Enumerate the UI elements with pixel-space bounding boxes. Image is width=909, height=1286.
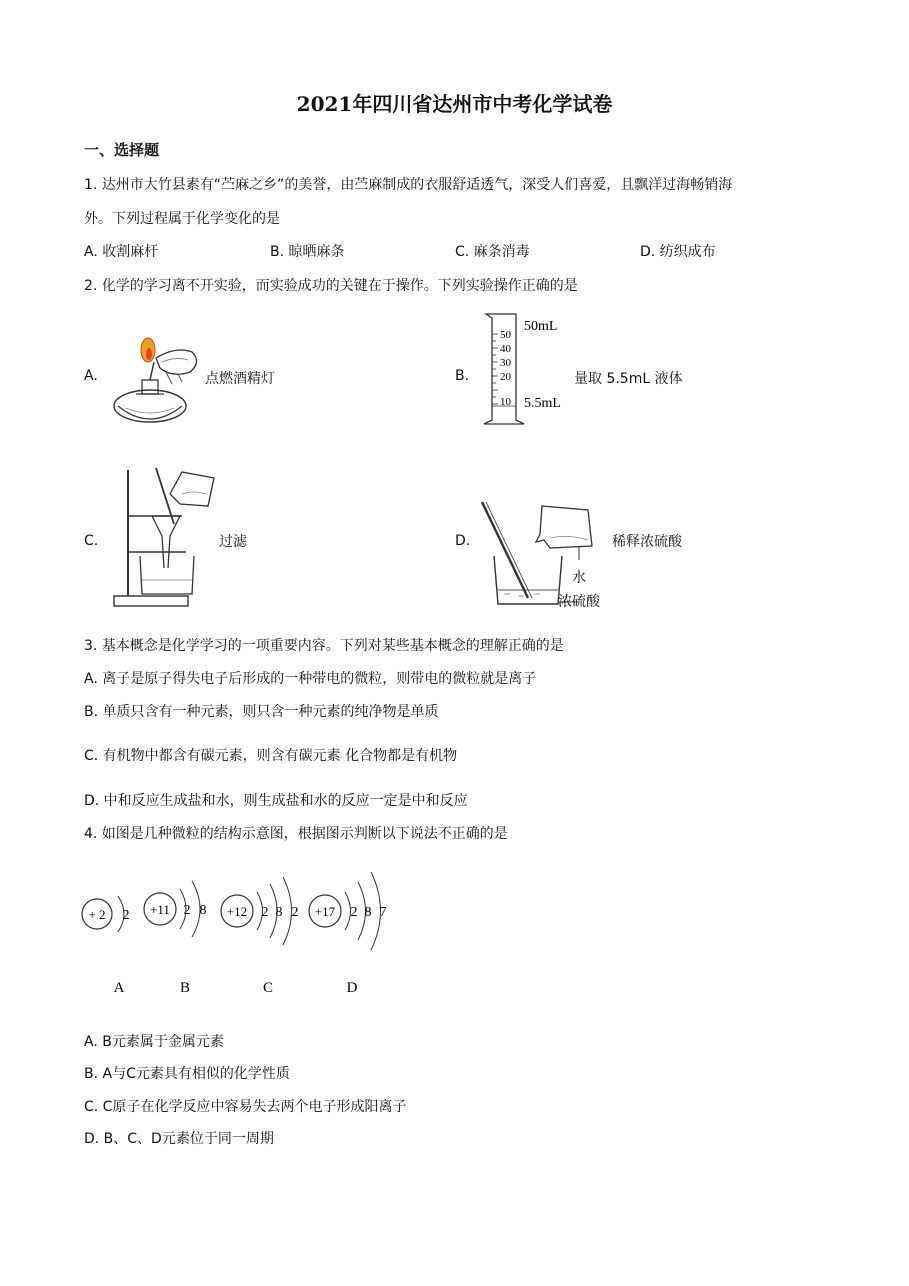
question-2-option-c-caption: 过滤 [219, 534, 247, 550]
page-title: 2021年四川省达州市中考化学试卷 [296, 92, 613, 116]
question-1-option-a[interactable]: A. 收割麻杆 [84, 244, 159, 260]
question-4-option-b[interactable]: B. A与C元素具有相似的化学性质 [84, 1066, 290, 1082]
question-1-option-b[interactable]: B. 晾晒麻条 [270, 244, 345, 260]
particle-b-shell-2: 8 [199, 903, 207, 918]
particle-c-label: C [262, 980, 274, 996]
cylinder-tick-10: 10 [500, 396, 511, 408]
cylinder-tick-40: 40 [500, 343, 511, 355]
particle-b-nucleus: +11 [150, 902, 170, 917]
question-2-stem: 2. 化学的学习离不开实验，而实验成功的关键在于操作。下列实验操作正确的是 [84, 278, 578, 294]
cylinder-tick-50: 50 [500, 329, 511, 341]
alcohol-lamp-illustration [106, 322, 206, 428]
section-heading: 一、选择题 [84, 141, 160, 159]
particle-d-nucleus: +17 [314, 904, 336, 919]
particle-d-shell-2: 8 [364, 905, 372, 920]
question-3-stem: 3. 基本概念是化学学习的一项重要内容。下列对某些基本概念的理解正确的是 [84, 638, 564, 654]
question-1-option-d[interactable]: D. 纺织成布 [640, 244, 716, 260]
particle-c-shell-2: 8 [275, 905, 283, 920]
acid-dilution-acid-label: 浓硫酸 [558, 594, 600, 610]
particle-c-shell-3: 2 [291, 905, 299, 920]
particle-a-label: A [113, 980, 125, 996]
question-3-option-a[interactable]: A. 离子是原子得失电子后形成的一种带电的微粒，则带电的微粒就是离子 [84, 671, 537, 687]
particle-c-shell-1: 2 [261, 905, 269, 920]
question-1-stem-line-1: 1. 达州市大竹县素有“苎麻之乡”的美誉，由苎麻制成的衣服舒适透气，深受人们喜爱，且飘洋过海畅销海 [84, 177, 733, 193]
acid-dilution-water-label: 水 [572, 570, 586, 586]
question-4-option-a[interactable]: A. B元素属于金属元素 [84, 1034, 224, 1050]
cylinder-label-bottom: 5.5mL [524, 396, 561, 411]
question-2-option-d-letter[interactable]: D. [455, 533, 471, 549]
particle-structure-diagram [80, 858, 400, 1002]
particle-d-shell-3: 7 [379, 905, 387, 920]
question-1-stem-line-2: 外。下列过程属于化学变化的是 [84, 211, 280, 227]
filtration-illustration [112, 464, 222, 612]
cylinder-label-top: 50mL [524, 319, 558, 334]
question-2-option-a-caption: 点燃酒精灯 [205, 371, 275, 387]
particle-a-shell-1: 2 [122, 908, 130, 923]
cylinder-tick-20: 20 [500, 371, 511, 383]
question-2-option-c-letter[interactable]: C. [84, 533, 99, 549]
question-3-option-c[interactable]: C. 有机物中都含有碳元素，则含有碳元素 化合物都是有机物 [84, 748, 458, 764]
question-4-option-d[interactable]: D. B、C、D元素位于同一周期 [84, 1131, 274, 1147]
particle-b-label: B [179, 980, 191, 996]
question-2-option-b-letter[interactable]: B. [455, 368, 470, 384]
particle-c [221, 877, 299, 996]
question-3-option-b[interactable]: B. 单质只含有一种元素，则只含一种元素的纯净物是单质 [84, 704, 439, 720]
question-2-option-a-letter[interactable]: A. [84, 368, 98, 384]
particle-d [309, 872, 387, 996]
particle-c-nucleus: +12 [226, 904, 248, 919]
question-4-option-c[interactable]: C. C原子在化学反应中容易失去两个电子形成阳离子 [84, 1099, 407, 1115]
graduated-cylinder-illustration [478, 310, 578, 430]
question-2-option-b-caption: 量取 5.5mL 液体 [574, 371, 683, 387]
cylinder-tick-30: 30 [500, 357, 511, 369]
question-3-option-d[interactable]: D. 中和反应生成盐和水，则生成盐和水的反应一定是中和反应 [84, 793, 468, 809]
question-1-option-c[interactable]: C. 麻条消毒 [455, 244, 530, 260]
particle-a-nucleus: + 2 [88, 907, 106, 922]
question-4-stem: 4. 如图是几种微粒的结构示意图，根据图示判断以下说法不正确的是 [84, 826, 508, 842]
particle-b-shell-1: 2 [183, 903, 191, 918]
particle-a [82, 896, 130, 996]
particle-d-label: D [346, 980, 358, 996]
particle-b [144, 881, 207, 996]
question-2-option-d-caption: 稀释浓硫酸 [612, 534, 682, 550]
particle-d-shell-1: 2 [350, 905, 358, 920]
